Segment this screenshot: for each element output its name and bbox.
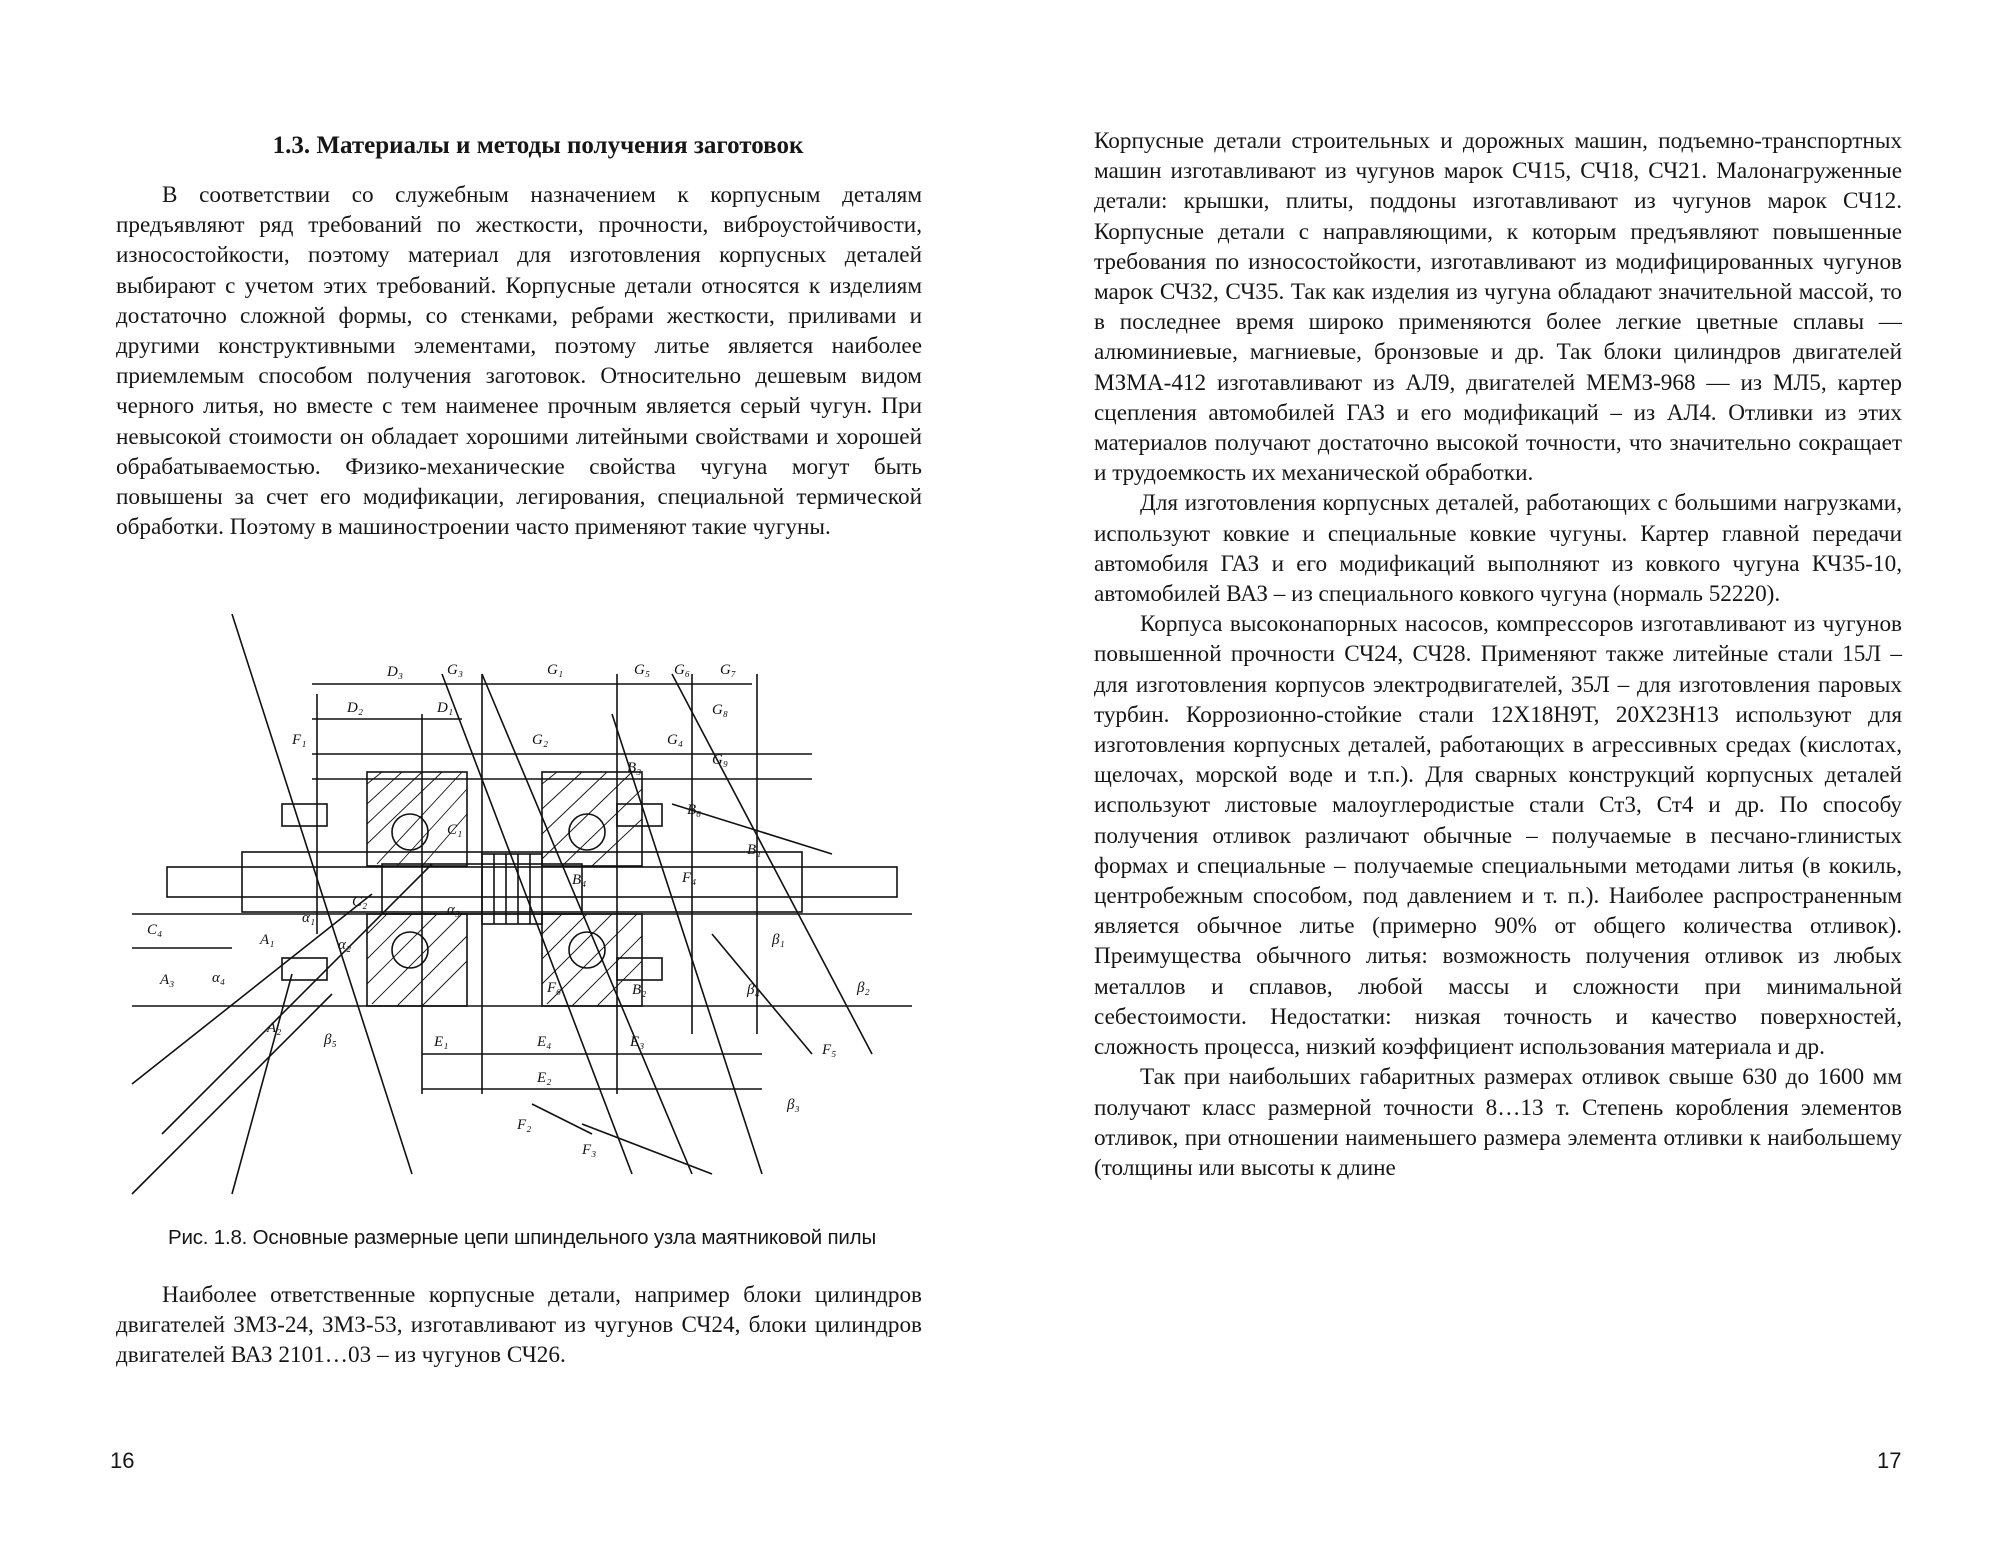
label-G7: G₇: [720, 662, 737, 678]
page-number-left: 16: [110, 1448, 135, 1473]
label-C4: C₄: [147, 922, 163, 938]
label-F4: F₄: [682, 870, 697, 886]
label-G1: G₁: [547, 662, 564, 678]
label-a2: α₂: [338, 937, 352, 953]
label-F2: F₂: [517, 1117, 532, 1133]
right-paragraph-4: Так при наибольших габаритных размерах отливок свыше 630 до 1600 мм получают класс размерной точности 8…13 т. Степень коробления элементов отливок, при отношении наименьшего размера элемента отливки к наибольшему (толщины или высоты к длине: [1094, 1064, 1902, 1181]
label-a1: α₁: [302, 910, 316, 926]
label-G8: G₈: [712, 702, 729, 718]
label-C1: C₁: [447, 822, 463, 838]
label-G5: G₅: [634, 662, 651, 678]
label-A1: A₁: [260, 932, 275, 948]
label-E4: E₄: [537, 1034, 552, 1050]
label-b2: β₂: [857, 980, 870, 996]
label-D3: D₃: [387, 664, 404, 680]
dimension-chain-drawing: [112, 614, 932, 1214]
label-b5: β₅: [324, 1032, 337, 1048]
right-page: [1000, 0, 2000, 1548]
label-F1: F₁: [292, 732, 307, 748]
left-paragraph-1: В соответствии со служебным назначением к корпусным деталям предъявляют ряд требований по жесткости, прочности, виброустойчивости, износостойкости, поэтому материал для изготовления корпусных деталей выбирают с учетом этих требований. Корпусные детали относятся к изделиям достаточно сложной формы, со стенками, ребрами жесткости, приливами и другими конструктивными элементами, поэтому литье является наиболее приемлемым способом получения заготовок. Относительно дешевым видом черного литья, но вместе с тем наименее прочным является серый чугун. При невысокой стоимости он обладает хорошими литейными свойствами и хорошей обрабатываемостью. Физико-механические свойства чугуна могут быть повышены за счет его модификации, легирования, специальной термической обработки. Поэтому в машиностроении часто применяют такие чугуны.: [116, 182, 922, 541]
right-page-text: [1094, 126, 1902, 1183]
label-D2: D₂: [347, 700, 364, 716]
label-F5: F₅: [822, 1042, 837, 1058]
right-paragraph-2: Для изготовления корпусных деталей, работающих с большими нагрузками, используют ковкие и специальные ковкие чугуны. Картер главной передачи автомобиля ГАЗ и его модификаций выполняют из ковкого чугуна КЧ35-10, автомобилей ВАЗ – из специального ковкого чугуна (нормаль 52220).: [1094, 490, 1902, 608]
spindle-assembly-figure: [112, 614, 932, 1214]
label-E1: E₁: [434, 1034, 449, 1050]
label-A2: A₂: [267, 1020, 282, 1036]
page-number-right: 17: [1877, 1448, 1902, 1473]
label-B4: B₄: [572, 872, 587, 888]
label-A3: A₃: [160, 972, 175, 988]
label-a3: α₃: [447, 902, 461, 918]
label-B6: B₆: [687, 802, 702, 818]
right-paragraph-3: Корпуса высоконапорных насосов, компрессоров изготавливают из чугунов повышенной прочности СЧ24, СЧ28. Применяют также литейные стали 15Л – для изготовления корпусов электродвигателей, 35Л – для изготовления паровых турбин. Коррозионно-стойкие стали 12Х18Н9Т, 20Х23Н13 используют для изготовления корпусных деталей, работающих в агрессивных средах (кислотах, щелочах, морской воде и т.п.). Для сварных конструкций корпусных деталей используют листовые малоуглеродистые стали Ст3, Ст4 и др. По способу получения отливок различают обычные – получаемые в песчано-глинистых формах и специальные – получаемые специальными методами литья (в кокиль, центробежным способом, под давлением и т. п.). Наиболее распространенным является обычное литье (примерно 90% от общего количества отливок). Преимущества обычного литья: возможность получения отливок из любых металлов и сплавов, любой массы и сложности при минимальной себестоимости. Недостатки: низкая точность и качество поверхностей, сложность процесса, низкий коэффициент использования материала и др.: [1094, 611, 1902, 1061]
left-paragraph-2: Наиболее ответственные корпусные детали, например блоки цилиндров двигателей ЗМЗ-24, ЗМЗ-53, изготавливают из чугунов СЧ24, блоки цилиндров двигателей ВАЗ 2101…03 – из чугунов СЧ26.: [116, 1282, 922, 1369]
label-G9: G₉: [712, 752, 729, 768]
label-G2: G₂: [532, 732, 549, 748]
figure-caption: Рис. 1.8. Основные размерные цепи шпиндельного узла маятниковой пилы: [168, 1226, 876, 1249]
label-B3: B₃: [627, 760, 642, 776]
label-G4: G₄: [667, 732, 684, 748]
label-B1: B₁: [747, 842, 762, 858]
label-D1: D₁: [437, 700, 454, 716]
label-G6: G₆: [674, 662, 691, 678]
label-F6: F₆: [547, 980, 562, 996]
label-C2: C₂: [352, 894, 368, 910]
label-a4: α₄: [212, 970, 226, 986]
label-E3: E₃: [630, 1034, 645, 1050]
right-paragraph-1: Корпусные детали строительных и дорожных машин, подъемно-транспортных машин изготавливают из чугунов марок СЧ15, СЧ18, СЧ21. Малонагруженные детали: крышки, плиты, поддоны изготавливают из чугунов марок СЧ12. Корпусные детали с направляющими, к которым предъявляют повышенные требования по износостойкости, изготавливают из модифицированных чугунов марок СЧ32, СЧ35. Так как изделия из чугуна обладают значительной массой, то в последнее время широко применяются более легкие цветные сплавы — алюминиевые, магниевые, бронзовые и др. Так блоки цилиндров двигателей МЗМА-412 изготавливают из АЛ9, двигателей МЕМЗ-968 — из МЛ5, картер сцепления автомобилей ГАЗ и его модификаций – из АЛ4. Отливки из этих материалов получают достаточно высокой точности, что значительно сокращает и трудоемкость их механической обработки.: [1094, 128, 1902, 487]
label-G3: G₃: [447, 662, 464, 678]
label-F3: F₃: [582, 1142, 597, 1158]
section-heading: 1.3. Материалы и методы получения заготовок: [272, 132, 804, 159]
label-b1: β₁: [772, 932, 785, 948]
label-B2: B₂: [632, 982, 647, 998]
label-b4: β₄: [747, 982, 760, 998]
label-b3: β₃: [787, 1097, 800, 1113]
label-E2: E₂: [537, 1070, 552, 1086]
